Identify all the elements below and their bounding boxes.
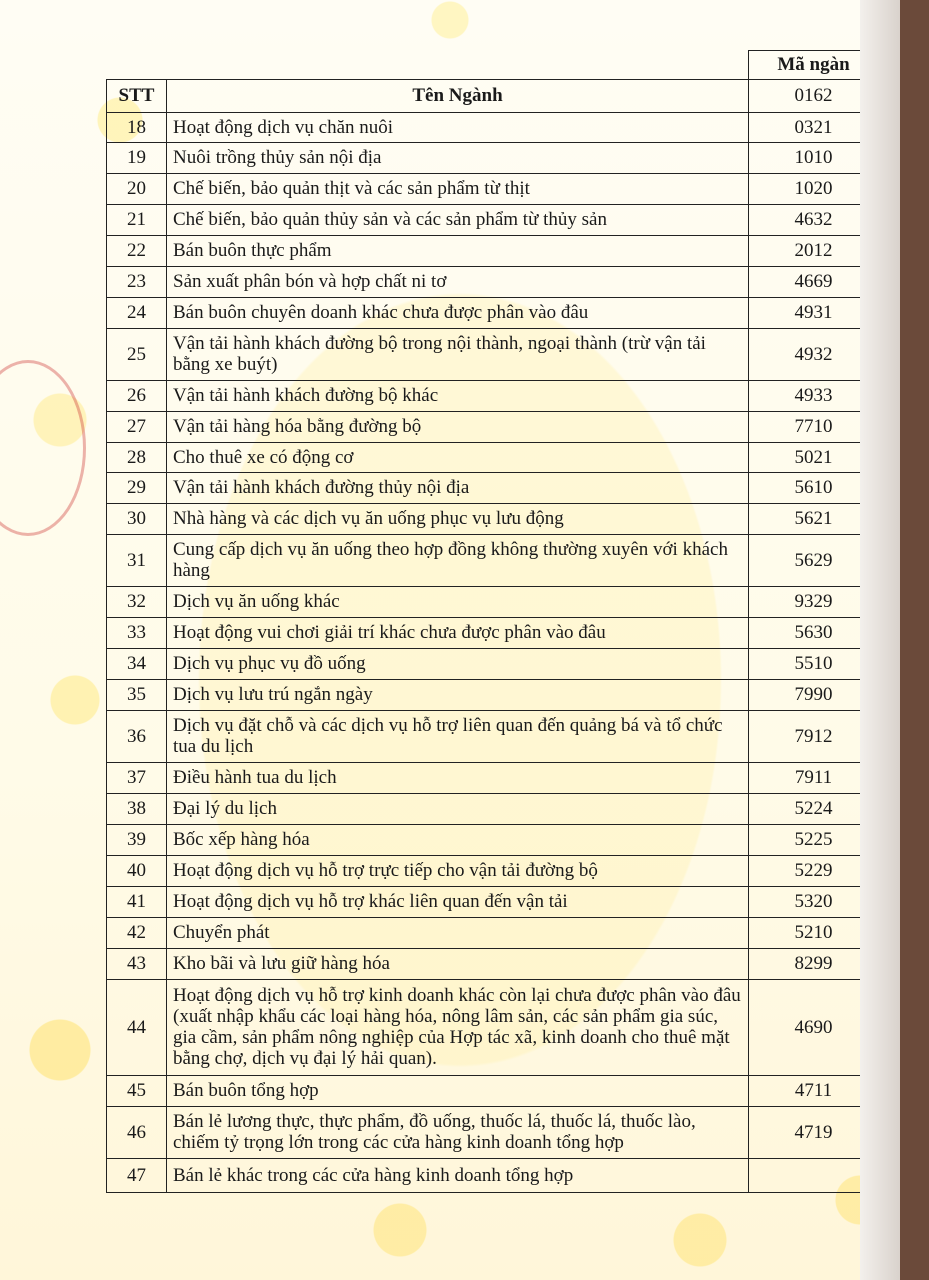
row-name: Vận tải hành khách đường bộ trong nội thành, ngoại thành (trừ vận tải bằng xe buýt): [167, 328, 749, 380]
table-row: [107, 534, 879, 586]
row-stt: 33: [107, 617, 167, 648]
row-code: 5225: [749, 824, 879, 855]
row-code: 7990: [749, 679, 879, 710]
table-row: [107, 1075, 879, 1106]
row-stt: 42: [107, 917, 167, 948]
row-name: Hoạt động dịch vụ chăn nuôi: [167, 112, 749, 142]
row-stt: 23: [107, 266, 167, 297]
row-stt: 31: [107, 534, 167, 586]
table-row: [107, 142, 879, 173]
row-name: Bán lẻ lương thực, thực phẩm, đồ uống, thuốc lá, thuốc lá, thuốc lào, chiếm tỷ trọng lớn trong các cửa hàng kinh doanh tổng hợp: [167, 1106, 749, 1158]
table-row: [107, 824, 879, 855]
row-name: Bốc xếp hàng hóa: [167, 824, 749, 855]
table-row: [107, 793, 879, 824]
row-name: Dịch vụ phục vụ đồ uống: [167, 648, 749, 679]
row-name: Nhà hàng và các dịch vụ ăn uống phục vụ lưu động: [167, 503, 749, 534]
row-code: 4632: [749, 204, 879, 235]
row-code: 5630: [749, 617, 879, 648]
row-code: 7710: [749, 411, 879, 442]
row-stt: 46: [107, 1106, 167, 1158]
table-row: [107, 1158, 879, 1192]
row-stt: 22: [107, 235, 167, 266]
row-name: Hoạt động dịch vụ hỗ trợ kinh doanh khác còn lại chưa được phân vào đâu (xuất nhập khẩu các loại hàng hóa, nông lâm sản, các sản phẩm gia súc, gia cầm, sản phẩm nông nghiệp của Hợp tác xã, kinh doanh cho thuê mặt bằng chợ, dịch vụ đại lý hải quan).: [167, 979, 749, 1075]
header-spacer: [107, 51, 749, 80]
row-code: 5224: [749, 793, 879, 824]
row-code: 5210: [749, 917, 879, 948]
row-name: Cung cấp dịch vụ ăn uống theo hợp đồng không thường xuyên với khách hàng: [167, 534, 749, 586]
table-row: [107, 297, 879, 328]
row-stt: 47: [107, 1158, 167, 1192]
row-code: 5621: [749, 503, 879, 534]
row-stt: 37: [107, 762, 167, 793]
row-code: 5629: [749, 534, 879, 586]
row-stt: 43: [107, 948, 167, 979]
table-row: [107, 586, 879, 617]
table-row: [107, 112, 879, 142]
row-stt: 34: [107, 648, 167, 679]
row-stt: 45: [107, 1075, 167, 1106]
row-code: 2012: [749, 235, 879, 266]
table-row: [107, 617, 879, 648]
red-stamp: [0, 360, 86, 536]
table-row: [107, 472, 879, 503]
table-row: [107, 710, 879, 762]
table-row: [107, 204, 879, 235]
row-stt: 39: [107, 824, 167, 855]
row-name: Kho bãi và lưu giữ hàng hóa: [167, 948, 749, 979]
row-stt: 26: [107, 380, 167, 411]
row-stt: 36: [107, 710, 167, 762]
row-code: 8299: [749, 948, 879, 979]
row-name: Sản xuất phân bón và hợp chất ni tơ: [167, 266, 749, 297]
header-stt: STT: [107, 79, 167, 112]
table-row: [107, 855, 879, 886]
table-row: [107, 648, 879, 679]
row-name: Bán lẻ khác trong các cửa hàng kinh doanh tổng hợp: [167, 1158, 749, 1192]
row-stt: 44: [107, 979, 167, 1075]
row-code: 5610: [749, 472, 879, 503]
row-code: 7912: [749, 710, 879, 762]
row-name: Vận tải hành khách đường thủy nội địa: [167, 472, 749, 503]
row-stt: 35: [107, 679, 167, 710]
row-stt: 21: [107, 204, 167, 235]
row-stt: 18: [107, 112, 167, 142]
row-code: 4931: [749, 297, 879, 328]
row-name: Chế biến, bảo quản thịt và các sản phẩm từ thịt: [167, 173, 749, 204]
row-code: 1010: [749, 142, 879, 173]
row-code: 9329: [749, 586, 879, 617]
row-name: Hoạt động vui chơi giải trí khác chưa được phân vào đâu: [167, 617, 749, 648]
row-code: 4711: [749, 1075, 879, 1106]
row-stt: 20: [107, 173, 167, 204]
row-stt: 32: [107, 586, 167, 617]
table-row: [107, 266, 879, 297]
table-row: [107, 917, 879, 948]
row-stt: 40: [107, 855, 167, 886]
row-stt: 38: [107, 793, 167, 824]
row-name: Bán buôn tổng hợp: [167, 1075, 749, 1106]
row-code: 4933: [749, 380, 879, 411]
row-name: Dịch vụ ăn uống khác: [167, 586, 749, 617]
table-row: [107, 679, 879, 710]
table-row: [107, 886, 879, 917]
table-row: [107, 948, 879, 979]
row-code: [749, 1158, 879, 1192]
row-name: Hoạt động dịch vụ hỗ trợ khác liên quan đến vận tải: [167, 886, 749, 917]
row-name: Nuôi trồng thủy sản nội địa: [167, 142, 749, 173]
row-name: Vận tải hàng hóa bằng đường bộ: [167, 411, 749, 442]
row-code: 0321: [749, 112, 879, 142]
row-name: Điều hành tua du lịch: [167, 762, 749, 793]
row-name: Dịch vụ lưu trú ngắn ngày: [167, 679, 749, 710]
row-name: Bán buôn thực phẩm: [167, 235, 749, 266]
row-code: 5021: [749, 442, 879, 472]
table-row: [107, 328, 879, 380]
row-code: 5320: [749, 886, 879, 917]
row-stt: 28: [107, 442, 167, 472]
row-code: 4932: [749, 328, 879, 380]
row-code: 5510: [749, 648, 879, 679]
row-stt: 29: [107, 472, 167, 503]
table-row: [107, 235, 879, 266]
row-name: Cho thuê xe có động cơ: [167, 442, 749, 472]
row-name: Hoạt động dịch vụ hỗ trợ trực tiếp cho vận tải đường bộ: [167, 855, 749, 886]
row-code: 5229: [749, 855, 879, 886]
row-name: Vận tải hành khách đường bộ khác: [167, 380, 749, 411]
table-row: [107, 979, 879, 1075]
row-code: 4669: [749, 266, 879, 297]
header-code: Mã ngàn: [749, 51, 879, 80]
table-row: [107, 442, 879, 472]
table-row: [107, 762, 879, 793]
row-stt: 25: [107, 328, 167, 380]
header-name: Tên Ngành: [167, 79, 749, 112]
table-row: [107, 411, 879, 442]
table-row: [107, 503, 879, 534]
table-row: [107, 380, 879, 411]
table-body: [107, 112, 879, 1192]
row-name: Đại lý du lịch: [167, 793, 749, 824]
row-stt: 27: [107, 411, 167, 442]
table-row: [107, 1106, 879, 1158]
row-code: 4719: [749, 1106, 879, 1158]
row-name: Dịch vụ đặt chỗ và các dịch vụ hỗ trợ liên quan đến quảng bá và tổ chức tua du lịch: [167, 710, 749, 762]
row-name: Chuyển phát: [167, 917, 749, 948]
paper-edge: [860, 0, 900, 1280]
row-stt: 19: [107, 142, 167, 173]
row-code: 1020: [749, 173, 879, 204]
row-code: 7911: [749, 762, 879, 793]
row-stt: 24: [107, 297, 167, 328]
row-name: Bán buôn chuyên doanh khác chưa được phân vào đâu: [167, 297, 749, 328]
first-code: 0162: [749, 79, 879, 112]
row-name: Chế biến, bảo quản thủy sản và các sản phẩm từ thủy sản: [167, 204, 749, 235]
row-stt: 41: [107, 886, 167, 917]
row-code: 4690: [749, 979, 879, 1075]
row-stt: 30: [107, 503, 167, 534]
table-row: [107, 173, 879, 204]
industry-code-table: [106, 50, 879, 1193]
